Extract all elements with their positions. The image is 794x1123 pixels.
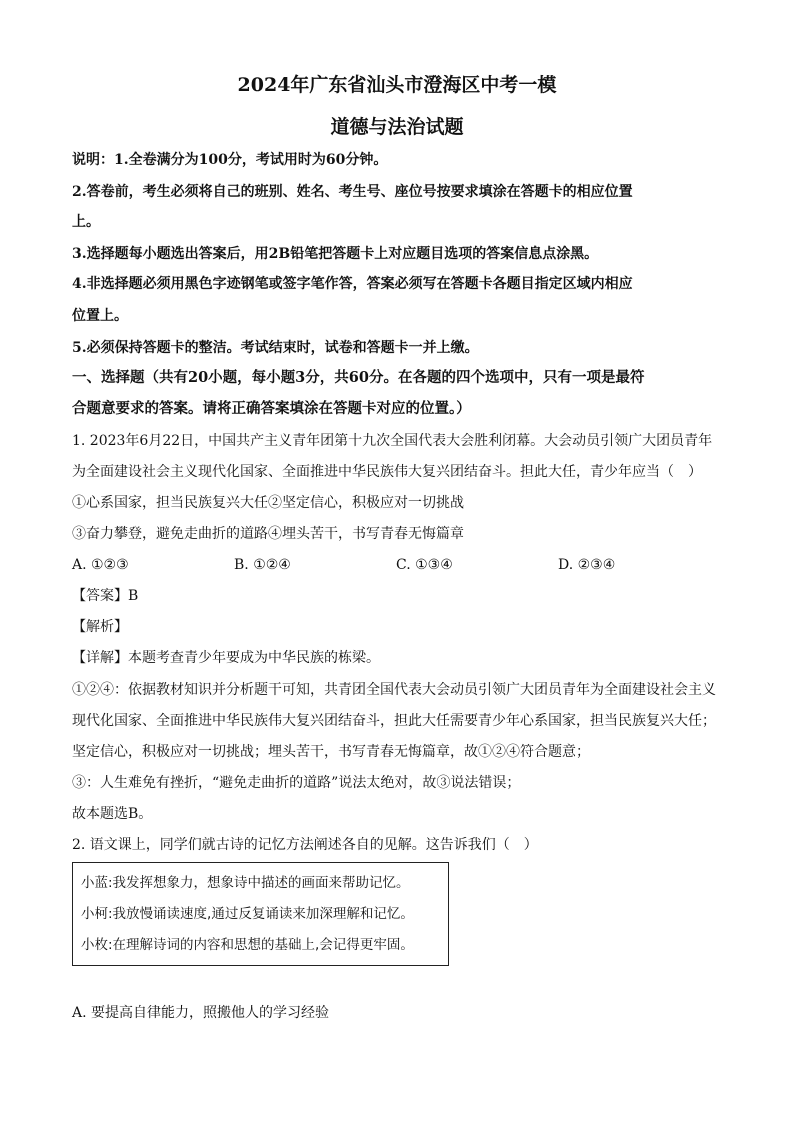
- q1-answer: 【答案】B: [72, 588, 139, 604]
- q1-item-line1: ①心系国家，担当民族复兴大任②坚定信心，积极应对一切挑战: [72, 495, 464, 511]
- q1-option-b: B. ①②④: [234, 557, 291, 573]
- q1-stem-line2: 为全面建设社会主义现代化国家、全面推进中华民族伟大复兴团结奋斗。担此大任，青少年应当（ ）: [72, 464, 702, 480]
- q1-explanation-line1: ①②④：依据教材知识并分析题干可知，共青团全国代表大会动员引领广大团员青年为全面建设社会主义: [72, 682, 716, 698]
- instruction-4: 4.非选择题必须用黑色字迹钢笔或签字笔作答，答案必须写在答题卡各题目指定区域内相应: [72, 276, 633, 292]
- instruction-4-cont: 位置上。: [72, 308, 128, 324]
- exam-title: 2024年广东省汕头市澄海区中考一模: [237, 74, 557, 96]
- q2-option-a: A. 要提高自律能力，照搬他人的学习经验: [72, 1005, 330, 1021]
- q1-explanation-line4: ③：人生难免有挫折，“避免走曲折的道路”说法太绝对，故③说法错误；: [72, 775, 521, 791]
- q1-explanation-line2: 现代化国家、全面推进中华民族伟大复兴团结奋斗，担此大任需要青少年心系国家，担当民族复兴大任；: [72, 713, 716, 729]
- instruction-2-cont: 上。: [72, 214, 100, 230]
- instruction-5: 5.必须保持答题卡的整洁。考试结束时，试卷和答题卡一并上缴。: [72, 340, 479, 356]
- section-heading-line2: 合题意要求的答案。请将正确答案填涂在答题卡对应的位置。）: [72, 400, 471, 417]
- q1-item-line2: ③奋力攀登，避免走曲折的道路④埋头苦干，书写青春无悔篇章: [72, 526, 464, 542]
- instruction-3: 3.选择题每小题选出答案后，用2B铅笔把答题卡上对应题目选项的答案信息点涂黑。: [72, 246, 599, 262]
- q1-analysis-label: 【解析】: [72, 619, 128, 635]
- instruction-2: 2.答卷前，考生必须将自己的班别、姓名、考生号、座位号按要求填涂在答题卡的相应位置: [72, 184, 633, 200]
- q2-quote-box: [72, 862, 449, 966]
- q2-quote-2: 小柯:我放慢诵读速度,通过反复诵读来加深理解和记忆。: [81, 906, 414, 922]
- q2-quote-3: 小枚:在理解诗词的内容和思想的基础上,会记得更牢固。: [81, 937, 414, 953]
- q1-option-d: D. ②③④: [558, 557, 616, 573]
- q1-option-a: A. ①②③: [72, 557, 129, 573]
- q1-conclusion: 故本题选B。: [72, 806, 153, 822]
- exam-subtitle: 道德与法治试题: [330, 116, 464, 138]
- section-heading-line1: 一、选择题（共有20小题，每小题3分，共60分。在各题的四个选项中，只有一项是最符: [72, 369, 645, 386]
- q1-option-c: C. ①③④: [396, 557, 453, 573]
- instruction-1: 说明：1.全卷满分为100分，考试用时为60分钟。: [72, 152, 388, 168]
- q2-stem: 2. 语文课上，同学们就古诗的记忆方法阐述各自的见解。这告诉我们（ ）: [72, 837, 538, 853]
- q1-detail: 【详解】本题考查青少年要成为中华民族的栋梁。: [72, 650, 380, 666]
- q1-explanation-line3: 坚定信心，积极应对一切挑战；埋头苦干，书写青春无悔篇章，故①②④符合题意；: [72, 744, 590, 760]
- q2-quote-1: 小蓝:我发挥想象力，想象诗中描述的画面来帮助记忆。: [81, 875, 410, 891]
- q1-stem-line1: 1. 2023年6月22日，中国共产主义青年团第十九次全国代表大会胜利闭幕。大会动员引领广大团员青年: [72, 433, 713, 449]
